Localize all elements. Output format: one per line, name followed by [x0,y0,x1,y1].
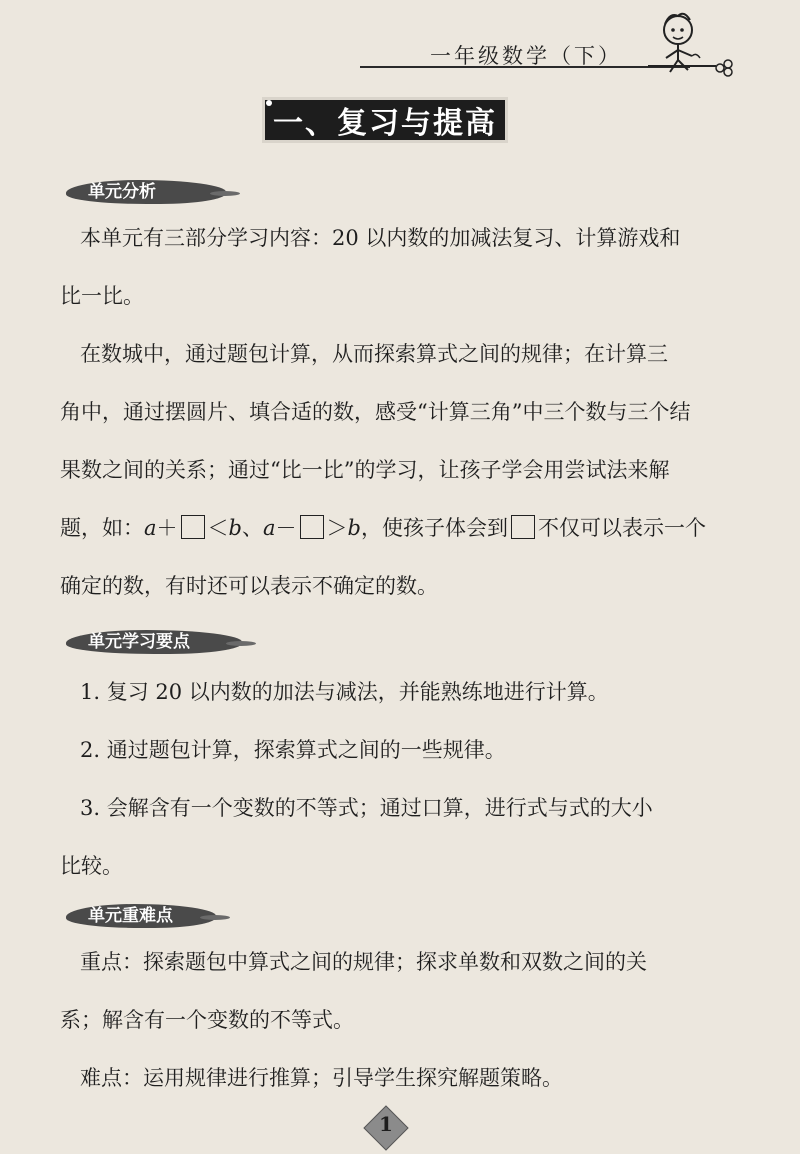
analysis-p2-line5: 确定的数，有时还可以表示不确定的数。 [60,574,438,598]
section-tag-difficulties: 单元重难点 [66,904,216,928]
text-fragment: ，使孩子体会到 [360,516,508,540]
less-than-sign: ＜ [207,516,229,540]
chapter-title: 一、复习与提高 [262,97,508,143]
page-number: 1 [379,1112,393,1136]
header-rule [360,66,690,68]
focus-line2: 系；解含有一个变数的不等式。 [60,1008,354,1032]
analysis-p1-line2: 比一比。 [60,284,144,308]
variable-b: b [228,516,242,540]
variable-a: a [144,516,157,540]
blank-box-3 [511,515,535,539]
analysis-p2-line4 [60,512,706,542]
text-fragment: 题，如： [60,516,144,540]
key-point-1: 1. 复习 20 以内数的加法与减法，并能熟练地进行计算。 [80,680,609,704]
key-point-3-line2: 比较。 [60,854,123,878]
difficulty-line: 难点：运用规律进行推算；引导学生探究解题策略。 [80,1066,563,1090]
book-title: 一年级数学（下） [430,44,622,68]
variable-b: b [347,516,361,540]
key-point-2: 2. 通过题包计算，探索算式之间的一些规律。 [80,738,506,762]
analysis-p2-line2: 角中，通过摆圆片、填合适的数，感受“计算三角”中三个数与三个结 [60,400,691,424]
key-point-3-line1: 3. 会解含有一个变数的不等式；通过口算，进行式与式的大小 [80,796,653,820]
focus-line1: 重点：探索题包中算式之间的规律；探求单数和双数之间的关 [80,950,647,974]
plus-sign: ＋ [156,516,178,540]
blank-box-2 [300,515,324,539]
variable-a: a [262,516,276,540]
title-dot [266,100,272,106]
text-fragment: 不仅可以表示一个 [537,516,706,540]
section-tag-key-points: 单元学习要点 [66,630,242,654]
separator-comma: 、 [241,516,263,540]
analysis-p2-line3: 果数之间的关系；通过“比一比”的学习，让孩子学会用尝试法来解 [60,458,670,482]
analysis-p2-line1: 在数城中，通过题包计算，从而探索算式之间的规律；在计算三 [80,342,668,366]
greater-than-sign: ＞ [326,516,348,540]
minus-sign: － [275,516,297,540]
analysis-p1-line1: 本单元有三部分学习内容：20 以内数的加减法复习、计算游戏和 [80,226,681,250]
boy-mascot-icon [648,8,738,80]
section-tag-analysis: 单元分析 [66,180,226,204]
blank-box-1 [181,515,205,539]
